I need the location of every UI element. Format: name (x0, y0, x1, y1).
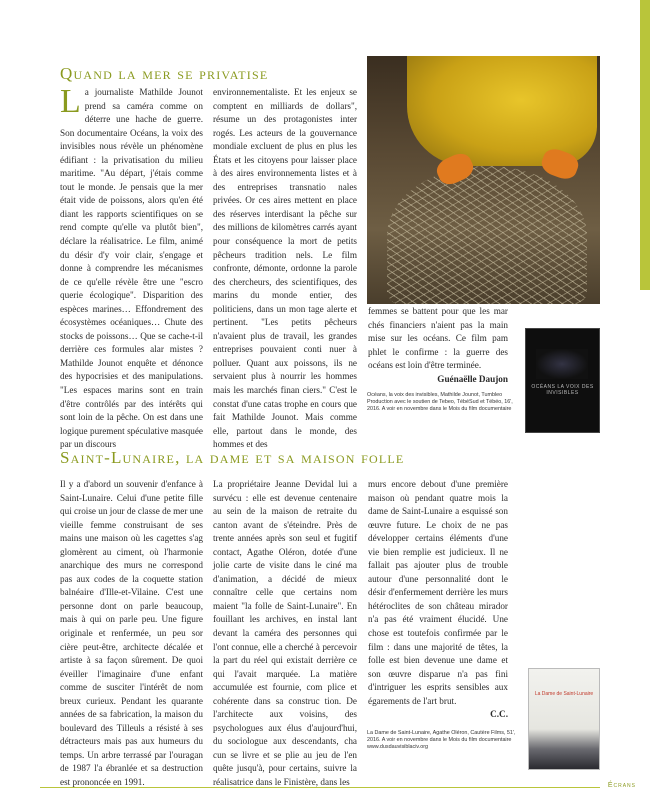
article1-col1-text: a journaliste Mathilde Jounot prend sa caméra comme on déterre une hache de guerre. Son documentaire Océans, la voix des invisibles nous révèle un phénomène édifiant : la privatisation du milieu maritime. "Au départ, j'étais comme tout le monde. Je pensais que la mer était vide de poissons, alors qu'en été diant les rapports scientifiques on se rend compte qu'elle va plutôt bien", déclare la réalisatrice. Le film, animé du désir d'y voir clair, s'engage et donne à comprendre les mécanismes de ce qu'elle révèle être une "escro querie écologique". Disparition des espèces marines… Effondrement des écosystèmes océaniques… Chute des stocks de poissons… Que se cache-t-il derrière ces formules alar mistes ? Mathilde Jounot enquête et dénonce des hypocrisies et des manipulations. "Les espaces marins sont en train d'être contrôlés par des intérêts qui sont loin de la pêche. On est dans une logique purement spéculative masquée par un discours (60, 87, 203, 450)
article2-col2-text: La propriétaire Jeanne Devidal lui a survécu : elle est devenue centenaire au sein de la maison de retraite du canton avant de s'éteindre. Près de trente années après son seul et fugitif contact, Agathe Oléron, dotée d'une jolie carte de visite dans le ciné ma d'animation, a décidé de mieux connaître celle que certains nom maient "la folle de Saint-Lunaire". En fouillant les archives, en instal lant devant la caméra des personnes qui l'ont connue, elle a cherché à percevoir la part du réel qui existait derrière ce qui l'avait marquée. La matière accumulée est fournie, com plice et cohérente dans sa construc tion. De l'architecte aux voisins, des psychologues aux élus d'aujourd'hui, du sociologue aux descendants, cha cun se livre et se plie au jeu de l'en quête jusqu'à, pour certains, suivre la réalisatrice dans le Finistère, dans les (213, 479, 357, 788)
article1-caption: Océans, la voix des invisibles, Mathilde Jounot, Tumbleo Production avec le soutien de Tebeo, TébéSud et Tébéo, 16', 2016. A voir en novembre dans le Mois du film documentaire (367, 392, 513, 413)
article2-column-3 (368, 478, 508, 722)
accent-bar (640, 0, 650, 290)
article1-col3-text: femmes se battent pour que les mar chés financiers n'aient pas la main mise sur les océans. Ce film pam phlet le confirme : la guerre des océans est loin d'être terminée. (368, 306, 508, 371)
article1-column-1 (60, 83, 203, 450)
article2-caption: La Dame de Saint-Lunaire, Agathe Oléron, Cautère Films, 51', 2016. A voir en novembre dans le Mois du film documentaire www.dusdauvisiblaciv.org (367, 730, 516, 751)
article2-col3-text: murs encore debout d'une première maison où pendant quatre mois la dame de Saint-Lunaire a esquissé son œuvre future. Le choix de ne pas développer certains éléments d'une vie bien remplie est judicieux. Il ne fallait pas ajouter plus de trouble autour d'une personnalité dont le désir d'enfermement derrière les murs hétéroclites de son château mirador n'a pas été vraiment élucidé. Une chose est toutefois confirmée par le film : dans une majorité de têtes, la folle est bien devenue une dame et son œuvre disparue n'a pas fini d'intriguer les esprits sensibles aux égarements de l'art brut. (368, 479, 508, 706)
article2-column-2 (213, 478, 357, 790)
dvd-cover-title: La Dame de Saint-Lunaire (534, 691, 594, 697)
dvd-cover-title: OCÉANS LA VOIX DES INVISIBLES (531, 384, 594, 396)
dvd-cover-art (536, 349, 588, 379)
article1-column-2 (213, 86, 357, 450)
article1-column-3 (368, 305, 508, 386)
dropcap: L (60, 83, 81, 120)
dvd-cover-saint-lunaire (528, 668, 600, 770)
article2-column-1 (60, 478, 203, 790)
article-title-1: Quand la mer se privatise (60, 64, 269, 83)
footer-rule (40, 787, 600, 788)
fishing-net-shape (387, 166, 587, 304)
dvd-cover-oceans (525, 328, 600, 433)
section-footer: Écrans (607, 782, 636, 789)
article1-signature: Guénaëlle Daujon (437, 373, 508, 384)
fisherman-net-photo (367, 56, 600, 304)
article-title-2: Saint-Lunaire, la dame et sa maison folle (60, 448, 405, 467)
article2-signature: C.C. (490, 709, 508, 720)
article1-col2-text: environnementaliste. Et les enjeux se comptent en milliards de dollars", résume un des protagonistes inter rogés. Les acteurs de la gouvernance mondiale excluent de plus en plus les États et les citoyens pour laisser place à des aires environnementa listes et à des entreprises transnatio nales privées. Or ces aires mettent en place des réserves interdisant la pêche sur des millions de kilomètres carrés ayant pour conséquence la mort de petits pêcheurs tradition nels. Le film confronte, démonte, ordonne la parole des chercheurs, des scientifiques, des marins du monde entier, des politiciens, dans un mon tage alerte et pertinent. "Les petits pêcheurs n'avaient plus de travail, les grandes entreprises pouvaient conti nuer à polluer. Quant aux poissons, ils ne servaient plus à nourrir les hommes mais les marchés finan ciers." C'est le constat d'une catas trophe en cours que fait Mathilde Jounot. Mais comme elle, partout dans le monde, des hommes et des (213, 87, 357, 450)
article2-col1-text: Il y a d'abord un souvenir d'enfance à Saint-Lunaire. Celui d'une petite fille qui croise un jour de classe de mer une vieille femme construisant de ses mains une maison où les cagettes s'ag glomèrent au ciment, où l'harmonie anarchique des murs ne correspond pas aux codes de la coquette station balnéaire d'Ille-et-Vilaine. C'est une personne dont on parle beaucoup, mais à qui on parle peu. Une figure originale et renfermée, un peu sor cière peut-être, architecte décalée et artiste à sa façon sûrement. De quoi éveiller l'imaginaire d'une enfant comme de susciter l'intérêt de nom breux curieux. Pendant les quarante années de sa fabrication, la maison du boulevard des Tilleuls a résisté à ses détracteurs mais pas aux humeurs du temps. Un arbre terrassé par l'ouragan de 1987 l'a ébranlée et sa destruction est prononcée en 1991. (60, 479, 203, 788)
yellow-jacket-shape (407, 56, 597, 166)
